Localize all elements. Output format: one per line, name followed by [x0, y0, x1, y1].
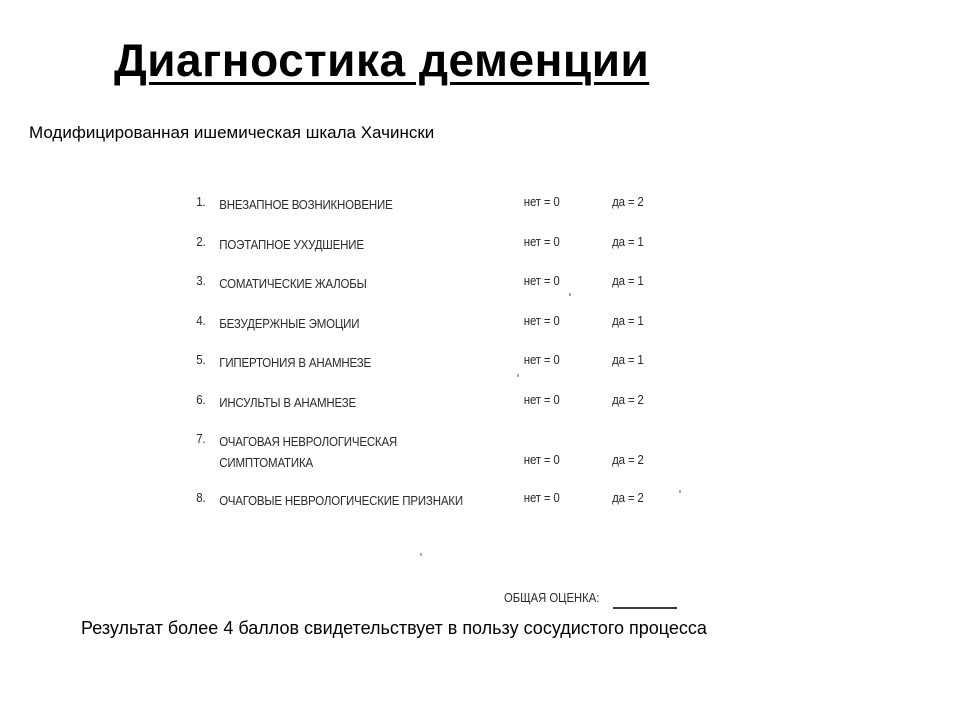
- item-number: 1.: [196, 195, 206, 209]
- item-score-yes: да = 2: [612, 453, 644, 467]
- item-label: ИНСУЛЬТЫ В АНАМНЕЗЕ: [219, 396, 356, 410]
- item-label: БЕЗУДЕРЖНЫЕ ЭМОЦИИ: [219, 317, 360, 331]
- item-score-yes: да = 2: [612, 491, 644, 505]
- item-score-no: нет = 0: [523, 314, 560, 328]
- item-score-yes: да = 1: [612, 274, 644, 288]
- item-score-no: нет = 0: [523, 453, 560, 467]
- item-score-yes: да = 2: [612, 393, 644, 407]
- scan-speck: [569, 293, 571, 296]
- item-score-no: нет = 0: [523, 353, 560, 367]
- item-number: 4.: [196, 314, 206, 328]
- slide-subtitle: Модифицированная ишемическая шкала Хачински: [29, 123, 435, 142]
- item-score-yes: да = 1: [612, 314, 644, 328]
- scan-speck: [420, 553, 422, 556]
- item-label: ПОЭТАПНОЕ УХУДШЕНИЕ: [219, 238, 364, 252]
- item-score-no: нет = 0: [523, 274, 560, 288]
- item-number: 6.: [196, 393, 206, 407]
- item-label-line2: СИМПТОМАТИКА: [219, 456, 313, 470]
- item-number: 5.: [196, 353, 206, 367]
- item-score-yes: да = 2: [612, 195, 644, 209]
- item-score-no: нет = 0: [523, 235, 560, 249]
- item-score-no: нет = 0: [523, 195, 560, 209]
- scan-speck: [517, 374, 519, 377]
- item-number: 7.: [196, 432, 206, 446]
- item-score-no: нет = 0: [523, 491, 560, 505]
- hachinski-scale-scan: [188, 178, 688, 618]
- item-label: ОЧАГОВЫЕ НЕВРОЛОГИЧЕСКИЕ ПРИЗНАКИ: [219, 494, 463, 508]
- item-score-yes: да = 1: [612, 353, 644, 367]
- item-number: 2.: [196, 235, 206, 249]
- item-score-yes: да = 1: [612, 235, 644, 249]
- item-number: 8.: [196, 491, 206, 505]
- slide-title: Диагностика деменции: [114, 34, 650, 86]
- item-label-line1: ОЧАГОВАЯ НЕВРОЛОГИЧЕСКАЯ: [219, 435, 398, 449]
- result-note: Результат более 4 баллов свидетельствует в пользу сосудистого процесса: [81, 618, 707, 638]
- scan-speck: [679, 490, 681, 493]
- item-score-no: нет = 0: [523, 393, 560, 407]
- item-number: 3.: [196, 274, 206, 288]
- item-label: СОМАТИЧЕСКИЕ ЖАЛОБЫ: [219, 277, 367, 291]
- total-score-label: ОБЩАЯ ОЦЕНКА:: [504, 591, 600, 605]
- item-label: ВНЕЗАПНОЕ ВОЗНИКНОВЕНИЕ: [219, 198, 393, 212]
- item-label: ГИПЕРТОНИЯ В АНАМНЕЗЕ: [219, 356, 371, 370]
- total-score-blank: [613, 607, 677, 609]
